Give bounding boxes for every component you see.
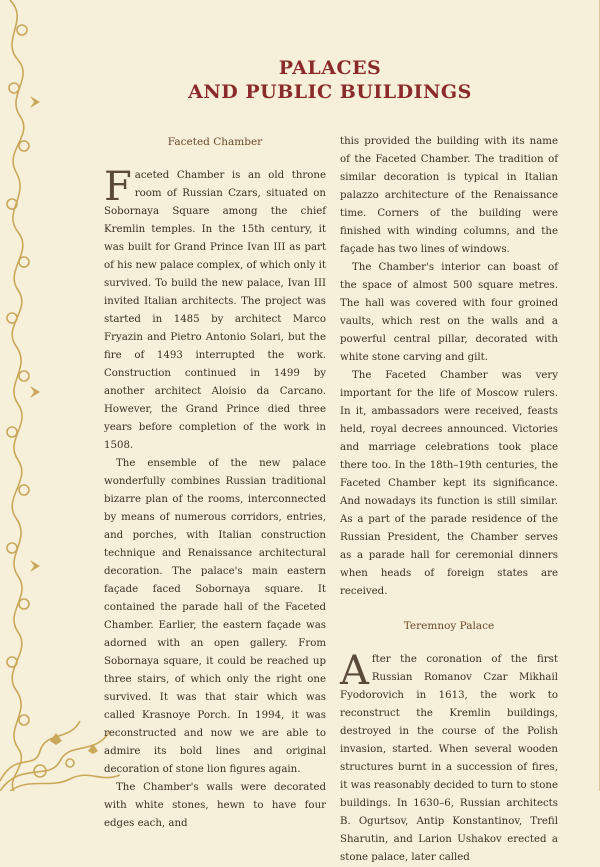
dropcap: F	[104, 164, 132, 210]
paragraph-text: fter the coronation of the first Russian Romanov Czar Mikhail Fyodorovich in 1613, the work to reconstruct the Kremlin buildings, destroyed in the course of the Polish invasion, started. When several wooden structures burnt in a succession of fires, it was reasonably decided to turn to stone buildings. In 1630–6, Russian architects B. Ogurtsov, Antip Konstantinov, Trefil Sharutin, and Larion Ushakov erected a stone palace, later called	[340, 654, 558, 863]
page-title	[60, 56, 600, 104]
paragraph	[340, 648, 558, 867]
corner-flourish-icon	[0, 711, 120, 791]
paragraph: this provided the building with its name of the Faceted Chamber. The tradition of similar decoration is typical in Italian palazzo architecture of the Renaissance time. Corners of the building were finished with winding columns, and the façade has two lines of windows.	[340, 136, 558, 255]
paragraph	[104, 164, 326, 455]
paragraph: The Chamber's walls were decorated with white stones, hewn to have four edges each, and	[104, 782, 326, 829]
right-column	[340, 133, 558, 867]
paragraph-text: aceted Chamber is an old throne room of Russian Czars, situated on Sobornaya Square among the chief Kremlin temples. In the 15th century, it was built for Grand Prince Ivan III as part of his new palace complex, of which only it survived. To build the new palace, Ivan III invited Italian architects. The project was started in 1485 by architect Marco Fryazin and Pietro Antonio Solari, but the fire of 1493 interrupted the work. Construction continued in 1499 by another architect Aloisio da Carcano. However, the Grand Prince died three years before completion of the work in 1508.	[104, 170, 326, 451]
left-column	[104, 133, 326, 833]
scroll-ornament-icon	[0, 0, 46, 791]
section-heading-teremnoy: Teremnoy Palace	[403, 620, 495, 632]
paragraph: The Faceted Chamber was very important for the life of Moscow rulers. In it, ambassadors were received, feasts held, royal decrees announced. Victories and marriage celebrations took place there too. In the 18th–19th centuries, the Faceted Chamber kept its significance. And nowadays its function is still similar. As a part of the parade residence of the Russian President, the Chamber serves as a parade hall for ceremonial dinners when heads of foreign states are received.	[340, 370, 558, 597]
section-heading-faceted: Faceted Chamber	[167, 136, 263, 148]
dropcap: A	[340, 648, 369, 694]
paragraph: The Chamber's interior can boast of the space of almost 500 square metres. The hall was covered with four groined vaults, which rest on the walls and a powerful central pillar, decorated with white stone carving and gilt.	[340, 262, 558, 363]
title-line-1: PALACES	[278, 57, 382, 79]
paragraph: The ensemble of the new palace wonderfully combines Russian traditional bizarre plan of the rooms, interconnected by means of numerous corridors, entries, and porches, with Italian construction technique and Renaissance architectural decoration. The palace's main eastern façade faced Sobornaya square. It contained the parade hall of the Faceted Chamber. Earlier, the eastern façade was adorned with an open gallery. From Sobornaya square, it could be reached up three stairs, of which only the right one survived. It was that stair which was called Krasnoye Porch. In 1994, it was reconstructed and now we are able to admire its bold lines and original decoration of stone lion figures again.	[104, 458, 326, 775]
title-line-2: AND PUBLIC BUILDINGS	[188, 81, 472, 103]
